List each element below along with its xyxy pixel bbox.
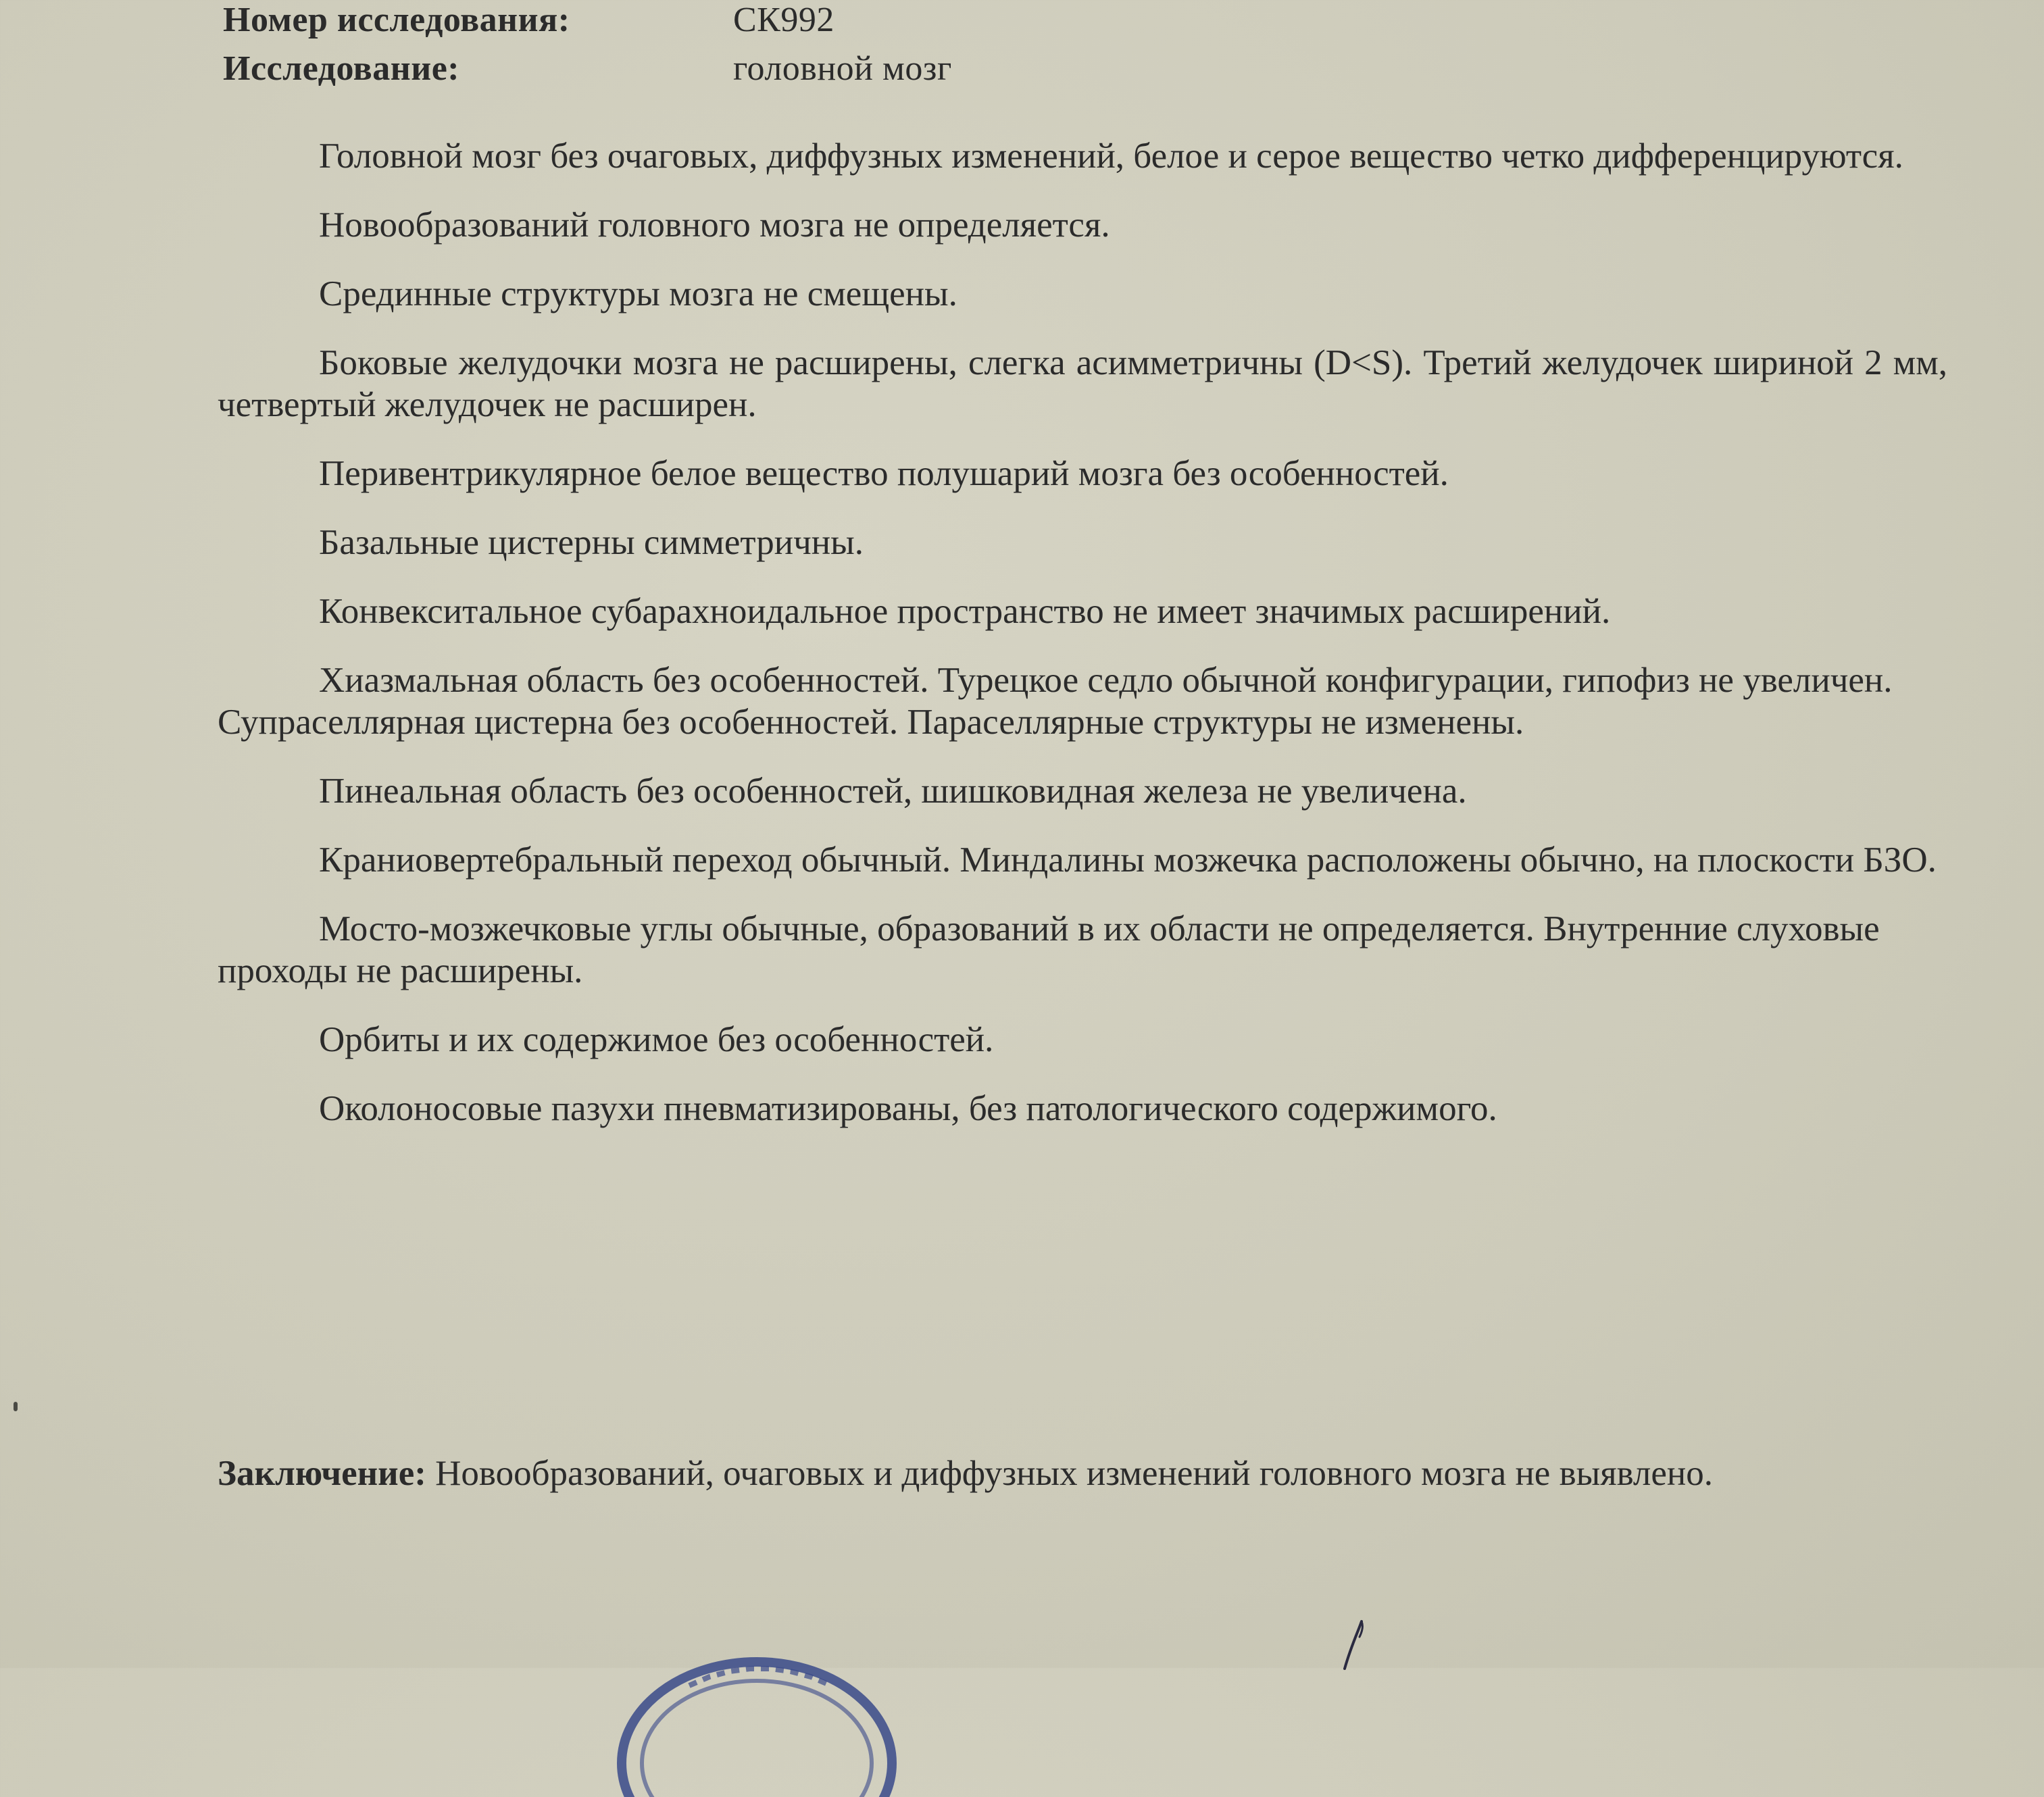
conclusion-label: Заключение: <box>218 1454 426 1493</box>
paragraph-cerebellopontine: Мосто-мозжечковые углы обычные, образований в их области не определяется. Внутренние слуховые проходы не расширены. <box>218 909 1880 990</box>
paragraph-craniovertebral: Краниовертебральный переход обычный. Миндалины мозжечка расположены обычно, на плоскости БЗО. <box>319 840 1937 880</box>
paragraph-subarachnoid: Конвекситальное субарахноидальное пространство не имеет значимых расширений. <box>319 592 1611 631</box>
paragraph-ventricles: Боковые желудочки мозга не расширены, слегка асимметричны (D<S). Третий желудочек шириной 2 мм, четвертый желудочек не расширен. <box>218 343 1947 424</box>
paragraph-orbits: Орбиты и их содержимое без особенностей. <box>319 1020 994 1059</box>
paragraph-chiasmal: Хиазмальная область без особенностей. Турецкое седло обычной конфигурации, гипофиз не увеличен. Супраселлярная цистерна без особенностей. Параселлярные структуры не изменены. <box>218 661 1893 742</box>
conclusion-text: Новообразований, очаговых и диффузных изменений головного мозга не выявлено. <box>426 1454 1714 1493</box>
document-header <box>223 0 1169 97</box>
paragraph-brain: Головной мозг без очаговых, диффузных изменений, белое и серое вещество четко дифференцируются. <box>319 136 1903 176</box>
paragraph-midline: Срединные структуры мозга не смещены. <box>319 274 957 313</box>
paragraph-basal-cisterns: Базальные цистерны симметричны. <box>319 523 864 562</box>
study-row <box>223 49 1169 97</box>
paper-speck <box>14 1402 18 1411</box>
study-value: головной мозг <box>733 49 952 88</box>
study-number-value: СК992 <box>733 1 834 39</box>
study-label: Исследование: <box>223 49 460 88</box>
study-number-row <box>223 0 1169 49</box>
paragraph-sinuses: Околоносовые пазухи пневматизированы, без патологического содержимого. <box>319 1089 1497 1128</box>
report-body <box>218 135 1947 1157</box>
paragraph-neoplasms: Новообразований головного мозга не определяется. <box>319 205 1110 245</box>
conclusion <box>218 1452 1930 1494</box>
study-number-label: Номер исследования: <box>223 1 570 39</box>
paragraph-pineal: Пинеальная область без особенностей, шишковидная железа не увеличена. <box>319 771 1467 811</box>
round-seal-stamp-icon <box>608 1621 905 1797</box>
paragraph-periventricular: Перивентрикулярное белое вещество полушарий мозга без особенностей. <box>319 454 1449 493</box>
signature-icon <box>1324 1618 1378 1672</box>
